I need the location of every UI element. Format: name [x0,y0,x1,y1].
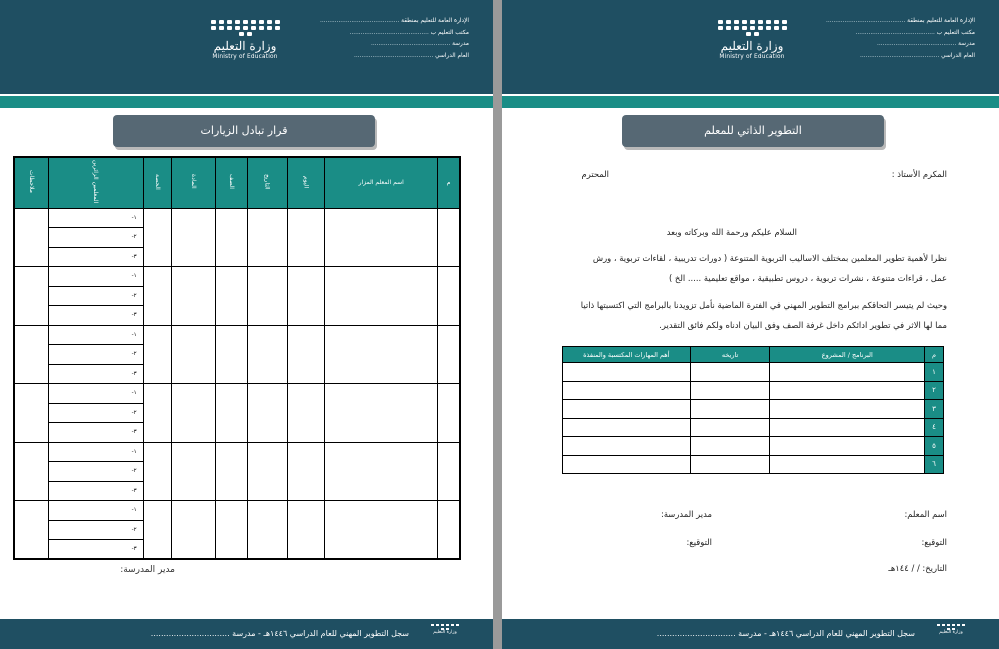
row-number: ٥ [925,437,944,456]
logo-dots-icon [210,20,280,36]
header-line-region: الإدارة العامة للتعليم بمنطقة ..... [835,16,975,28]
paragraph-1-line-2: عمل ، قراءات متنوعة ، نشرات تربوية ، دروس تطبيقية ، مواقع تعليمية ..... الخ ) [669,273,947,283]
table-cell[interactable] [438,501,460,560]
table-cell[interactable] [287,442,324,501]
table-cell[interactable]: -١ [48,267,143,287]
page-header [502,0,999,94]
col-program-date: تاريخه [690,347,770,363]
table-cell[interactable] [143,325,171,384]
col-index: م [438,157,460,208]
table-row [563,400,944,419]
table-cell[interactable]: -١ [48,384,143,404]
table-row [563,363,944,382]
table-cell[interactable] [770,400,925,419]
header-line-year: العام الدراسي ..... [329,51,469,63]
table-cell[interactable]: -١ [48,325,143,345]
teal-divider [0,96,493,108]
table-cell[interactable] [14,267,48,326]
table-cell[interactable] [143,442,171,501]
paragraph-2-line-2: مما لها الاثر في تطوير ادائكم داخل غرفة الصف وفق البيان ادناه ولكم فائق التقدير. [659,320,947,330]
table-cell[interactable] [690,418,770,437]
table-cell[interactable] [438,208,460,267]
page-title: التطوير الذاتي للمعلم [622,115,884,147]
table-cell[interactable]: -٢ [48,462,143,482]
table-cell[interactable] [770,455,925,474]
table-cell[interactable]: -٣ [48,306,143,326]
table-cell[interactable] [216,267,247,326]
logo-english: Ministry of Education [212,54,278,60]
table-cell[interactable] [438,442,460,501]
principal-label: مدير المدرسة: [661,509,712,519]
table-cell[interactable]: -٣ [48,423,143,443]
table-cell[interactable] [690,437,770,456]
table-row [14,442,460,462]
logo-english: Ministry of Education [719,54,785,60]
page-header [0,0,493,94]
table-row [14,208,460,228]
footer-text: سجل التطوير المهني للعام الدراسي ١٤٤٦هـ - مدرسة ..... [657,619,915,649]
table-cell[interactable] [325,501,438,560]
table-cell[interactable] [247,442,287,501]
teacher-signature-label: التوقيع: [921,537,947,547]
table-cell[interactable] [14,442,48,501]
table-cell[interactable] [325,267,438,326]
col-program: البرنامج / المشروع [770,347,925,363]
table-cell[interactable] [216,442,247,501]
header-line-school: مدرسة ..... [835,39,975,51]
table-row [563,455,944,474]
principal-signature: مدير المدرسة: [120,565,175,575]
table-cell[interactable] [325,325,438,384]
col-index: م [925,347,944,363]
header-line-year: العام الدراسي ..... [835,51,975,63]
table-cell[interactable] [14,384,48,443]
footer-text: سجل التطوير المهني للعام الدراسي ١٤٤٦هـ - مدرسة ..... [151,619,409,649]
table-cell[interactable]: -٣ [48,364,143,384]
table-row [14,267,460,287]
table-cell[interactable] [770,437,925,456]
table-cell[interactable]: -١ [48,208,143,228]
teal-divider [502,96,999,108]
col-visitors: المعلمين الزائرين [48,157,143,208]
table-cell[interactable] [690,455,770,474]
table-cell[interactable] [216,501,247,560]
header-line-office: مكتب التعليم ب ..... [329,28,469,40]
teacher-name-label: اسم المعلم: [904,509,947,519]
logo-arabic: وزارة التعليم [720,39,784,53]
left-page [0,0,493,649]
table-cell[interactable]: -٣ [48,540,143,560]
table-row [14,501,460,521]
table-cell[interactable] [563,363,691,382]
row-number: ٤ [925,418,944,437]
table-cell[interactable] [563,400,691,419]
table-cell[interactable] [325,208,438,267]
respected-label: المحترم [581,169,609,179]
footer-logo [931,624,971,635]
col-grade: الصف [216,157,247,208]
table-cell[interactable] [287,208,324,267]
table-cell[interactable] [325,384,438,443]
table-cell[interactable] [247,325,287,384]
col-period: الحصة [143,157,171,208]
footer-logo-text: وزارة التعليم [939,630,963,635]
table-cell[interactable] [563,455,691,474]
page-title: قرار تبادل الزيارات [113,115,375,147]
programs-table [562,346,944,474]
table-cell[interactable] [770,381,925,400]
table-cell[interactable]: -٢ [48,286,143,306]
right-page [502,0,999,649]
table-cell[interactable] [287,267,324,326]
table-cell[interactable] [438,325,460,384]
addressee-label: المكرم الأستاذ : [891,169,947,179]
footer-logo [425,624,465,635]
ministry-logo [200,20,290,76]
table-cell[interactable] [287,325,324,384]
row-number: ٣ [925,400,944,419]
table-cell[interactable] [770,418,925,437]
row-number: ٢ [925,381,944,400]
table-cell[interactable] [247,384,287,443]
table-cell[interactable] [143,267,171,326]
table-row [563,418,944,437]
table-cell[interactable] [247,208,287,267]
table-cell[interactable] [171,325,215,384]
col-subject: المادة [171,157,215,208]
table-cell[interactable] [143,208,171,267]
paragraph-1-line-1: نظرا لأهمية تطوير المعلمين بمختلف الاساليب التربوية المتنوعة ( دورات تدريبية ، لقاءات تربوية ، ورش [592,253,947,263]
table-cell[interactable] [171,501,215,560]
header-line-school: مدرسة ..... [329,39,469,51]
table-row [563,381,944,400]
logo-dots-icon [717,20,787,36]
table-cell[interactable]: -٢ [48,520,143,540]
table-cell[interactable] [143,501,171,560]
col-skills: أهم المهارات المكتسبة والمنفذة [563,347,691,363]
table-cell[interactable] [690,363,770,382]
table-cell[interactable]: -١ [48,501,143,521]
paragraph-2-line-1: وحيث لم يتيسر التحاقكم ببرامج التطوير المهني في الفترة الماضية نأمل تزويدنا بالبرامج التي اكتسبتها ذاتيا [580,300,947,310]
table-row [14,325,460,345]
table-cell[interactable] [216,325,247,384]
table-cell[interactable] [690,400,770,419]
table-cell[interactable] [563,418,691,437]
table-cell[interactable]: -٢ [48,403,143,423]
table-cell[interactable] [14,208,48,267]
table-cell[interactable] [287,384,324,443]
table-row [14,384,460,404]
table-cell[interactable] [563,381,691,400]
header-lines [329,16,469,62]
table-cell[interactable] [171,267,215,326]
table-cell[interactable] [770,363,925,382]
ministry-logo [707,20,797,76]
table-cell[interactable] [438,384,460,443]
table-cell[interactable] [247,267,287,326]
table-cell[interactable] [216,208,247,267]
table-cell[interactable] [171,208,215,267]
row-number: ١ [925,363,944,382]
table-cell[interactable] [216,384,247,443]
col-date: التاريخ [247,157,287,208]
table-cell[interactable] [171,442,215,501]
logo-arabic: وزارة التعليم [213,39,277,53]
table-row [563,437,944,456]
table-cell[interactable] [325,442,438,501]
table-cell[interactable] [14,325,48,384]
header-line-region: الإدارة العامة للتعليم بمنطقة ..... [329,16,469,28]
table-cell[interactable]: -١ [48,442,143,462]
row-number: ٦ [925,455,944,474]
table-cell[interactable] [690,381,770,400]
table-cell[interactable] [14,501,48,560]
table-cell[interactable]: -٢ [48,345,143,365]
table-cell[interactable] [563,437,691,456]
col-notes: ملاحظات [14,157,48,208]
greeting: السلام عليكم ورحمة الله وبركاته وبعد [666,227,797,237]
table-cell[interactable] [171,384,215,443]
table-cell[interactable]: -٣ [48,481,143,501]
date-label: التاريخ: / / ١٤٤هـ [888,563,947,573]
page-footer [0,619,493,649]
col-teacher-name: اسم المعلم المزار [325,157,438,208]
header-line-office: مكتب التعليم ب ..... [835,28,975,40]
page-footer [502,619,999,649]
header-lines [835,16,975,62]
visits-table [13,156,461,560]
table-cell[interactable] [143,384,171,443]
footer-logo-text: وزارة التعليم [433,630,457,635]
table-cell[interactable] [287,501,324,560]
table-cell[interactable]: -٢ [48,228,143,248]
table-cell[interactable]: -٣ [48,247,143,267]
table-cell[interactable] [247,501,287,560]
principal-signature-label: التوقيع: [686,537,712,547]
table-cell[interactable] [438,267,460,326]
col-day: اليوم [287,157,324,208]
